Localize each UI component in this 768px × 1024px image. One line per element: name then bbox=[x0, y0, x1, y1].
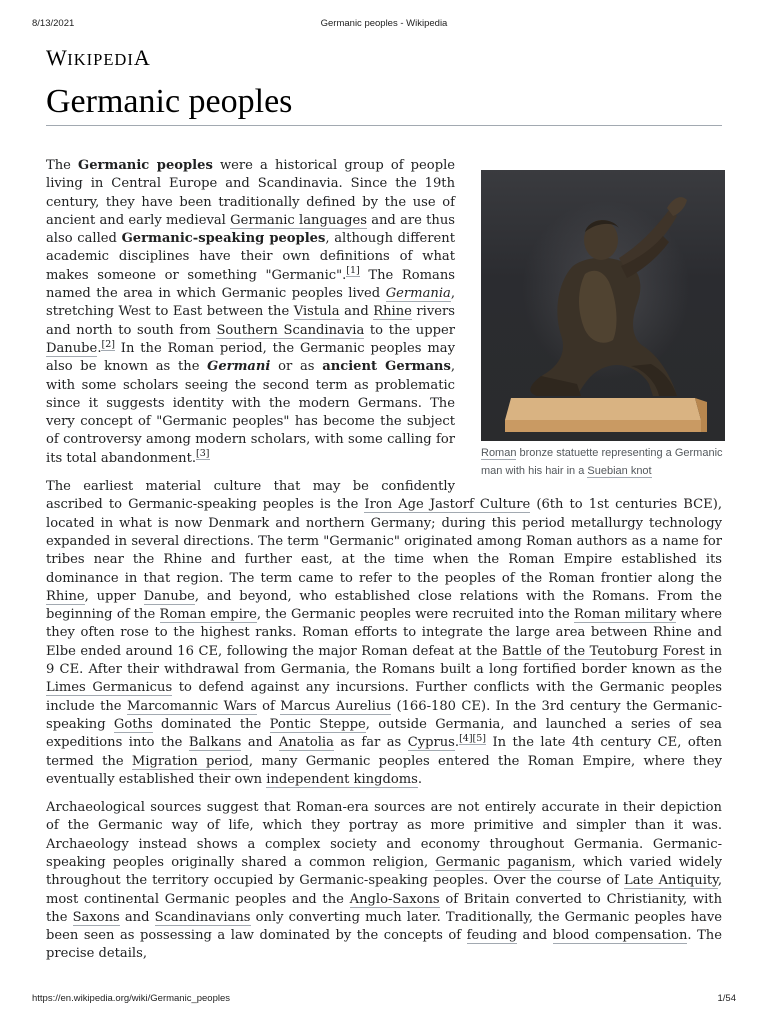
link-saxons[interactable]: Saxons bbox=[72, 909, 120, 925]
link-roman-military[interactable]: Roman military bbox=[573, 607, 677, 623]
p1-text: and bbox=[339, 304, 374, 320]
p2-text: as far as bbox=[333, 735, 408, 751]
p2-text: of bbox=[256, 698, 281, 714]
p2-text: , upper bbox=[84, 588, 144, 604]
p2-text: and bbox=[241, 735, 279, 751]
ref-4-link[interactable]: [4] bbox=[459, 732, 473, 744]
ref-2-link[interactable]: [2] bbox=[101, 338, 115, 350]
print-page-number: 1/54 bbox=[717, 993, 736, 1004]
print-url: https://en.wikipedia.org/wiki/Germanic_peoples bbox=[32, 993, 231, 1004]
link-cyprus[interactable]: Cyprus bbox=[407, 735, 455, 751]
link-germania[interactable] bbox=[386, 286, 451, 302]
p3-text: of Britain converted to Christianity, with the bbox=[46, 891, 723, 925]
p2-text: , many Germanic peoples entered the Roman Empire, where they eventually established their own bbox=[46, 753, 723, 787]
link-rhine[interactable]: Rhine bbox=[46, 588, 85, 604]
page-title: Germanic peoples bbox=[46, 83, 293, 120]
print-date: 8/13/2021 bbox=[32, 18, 75, 29]
ref-1-link[interactable]: [1] bbox=[346, 265, 360, 277]
p2-text: . bbox=[454, 735, 460, 751]
p2-text: (6th to 1st centuries BCE), located in what is now Denmark and northern Germany; during this period metallurgy technology expanded in several directions. The term "Germanic" originated among Roman authors as a name for tribes near the Rhine and further east, at the time when the Roman Empire established its dominance in that region. The term came to refer to the peoples of the Roman frontier along the bbox=[46, 497, 723, 586]
wordmark-last: A bbox=[133, 45, 151, 70]
link-germanic-languages[interactable]: Germanic languages bbox=[230, 212, 367, 228]
p2-text: in 9 CE. After their withdrawal from Germania, the Romans built a long fortified border known as the bbox=[46, 643, 723, 678]
p2-text: where they often rose to the highest ranks. Roman efforts to integrate the large area between Rhine and Elbe ended around 16 CE, following the major Roman defeat at the bbox=[46, 607, 722, 659]
link-late-antiquity[interactable]: Late Antiquity bbox=[624, 873, 718, 889]
p3-text: and bbox=[119, 909, 155, 925]
ref-3-link[interactable]: [3] bbox=[196, 448, 210, 460]
bold-italic-germani: Germani bbox=[207, 359, 271, 375]
link-scandinavians[interactable]: Scandinavians bbox=[154, 909, 251, 925]
link-danube[interactable]: Danube bbox=[46, 340, 98, 356]
link-independent-kingdoms[interactable]: independent kingdoms bbox=[266, 771, 418, 787]
link-rhine[interactable]: Rhine bbox=[373, 304, 412, 320]
p1-text: , although different academic disciplines have their own definitions of what makes someone or something "Germanic". bbox=[46, 231, 456, 283]
bold-germanic-peoples: Germanic peoples bbox=[78, 158, 213, 173]
ref-2[interactable] bbox=[101, 339, 114, 351]
p1-text: The bbox=[46, 158, 79, 173]
print-footer bbox=[32, 993, 736, 1007]
link-limes-germanicus[interactable]: Limes Germanicus bbox=[46, 680, 173, 696]
link-southern-scandinavia[interactable]: Southern Scandinavia bbox=[216, 322, 365, 338]
p1-text: to the upper bbox=[364, 322, 456, 338]
print-page-title: Germanic peoples - Wikipedia bbox=[320, 18, 448, 29]
bold-ancient-germans: ancient Germans bbox=[322, 359, 451, 375]
p2-text: to defend against any incursions. Further conflicts with the Germanic peoples include the bbox=[46, 680, 723, 714]
p2-text: dominated the bbox=[152, 716, 270, 732]
p3-text: . The precise details, bbox=[46, 928, 722, 962]
wikipedia-wordmark[interactable] bbox=[46, 45, 150, 71]
p2-text: , outside Germania, and launched a series of sea expeditions into the bbox=[46, 716, 722, 751]
link-goths[interactable]: Goths bbox=[113, 716, 153, 732]
p3-text: , which varied widely throughout the territory occupied by Germanic-speaking peoples. Over the course of bbox=[46, 854, 722, 889]
statuette-base-top bbox=[505, 398, 701, 420]
p1-text: The Romans named the area in which Germanic peoples lived bbox=[46, 267, 455, 302]
p2-text: In the late 4th century CE, often termed the bbox=[46, 735, 722, 769]
p1-text: In the Roman period, the Germanic peoples may also be known as the bbox=[46, 340, 455, 375]
statuette-base-front bbox=[505, 420, 701, 432]
statuette-illustration bbox=[481, 170, 725, 441]
link-marcus-aurelius[interactable]: Marcus Aurelius bbox=[280, 698, 392, 714]
p3-text: only converting much later. Traditionally, the Germanic peoples have been seen as possessing a law dominated by the concepts of bbox=[46, 909, 722, 944]
p1-text: , stretching West to East between the bbox=[46, 286, 455, 320]
italic-germania: Germania bbox=[385, 286, 451, 302]
statuette-image[interactable] bbox=[481, 170, 725, 441]
link-balkans[interactable]: Balkans bbox=[188, 735, 242, 751]
link-jastorf-culture[interactable]: Iron Age Jastorf Culture bbox=[364, 497, 531, 513]
ref-5[interactable] bbox=[473, 733, 486, 745]
p1-text: and are thus also called bbox=[46, 212, 455, 247]
paragraph-3 bbox=[46, 799, 722, 964]
p1-text: , with some scholars seeing the second term as problematic since it suggests identity with the modern Germans. The very concept of "Germanic peoples" has become the subject of controversy among modern scholars, with some calling for its total abandonment. bbox=[46, 359, 455, 466]
link-anglo-saxons[interactable]: Anglo-Saxons bbox=[349, 891, 440, 907]
paragraph-2 bbox=[46, 478, 722, 789]
p2-text: . bbox=[417, 771, 423, 787]
link-germanic-paganism[interactable]: Germanic paganism bbox=[435, 854, 572, 870]
ref-1[interactable] bbox=[346, 265, 359, 277]
link-pontic-steppe[interactable]: Pontic Steppe bbox=[269, 716, 366, 732]
link-migration-period[interactable]: Migration period bbox=[131, 753, 249, 769]
link-vistula[interactable]: Vistula bbox=[293, 304, 340, 320]
link-danube[interactable]: Danube bbox=[143, 588, 195, 604]
ref-5-link[interactable]: [5] bbox=[472, 732, 487, 744]
bold-germanic-speaking-peoples: Germanic-speaking peoples bbox=[121, 231, 326, 247]
figure-box bbox=[481, 170, 737, 480]
p2-text: , and beyond, who established close relations with the Romans. From the beginning of the bbox=[46, 588, 722, 623]
p2-text: (166-180 CE). In the 3rd century the Germanic-speaking bbox=[46, 698, 723, 732]
wordmark-first: W bbox=[46, 45, 68, 70]
p2-text: The earliest material culture that may be confidently ascribed to Germanic-speaking peoples is the bbox=[46, 479, 455, 513]
ref-3[interactable] bbox=[196, 448, 209, 460]
p3-text: and bbox=[517, 928, 553, 944]
title-divider bbox=[46, 125, 722, 126]
wordmark-rest: IKIPEDI bbox=[67, 50, 134, 69]
caption-text: bronze statuette representing a Germanic man with his hair in a bbox=[481, 447, 723, 477]
print-header bbox=[32, 18, 722, 32]
figure-caption bbox=[481, 445, 725, 480]
p1-text: rivers and north to south from bbox=[46, 304, 455, 338]
link-teutoburg-forest[interactable]: Battle of the Teutoburg Forest bbox=[502, 643, 705, 659]
caption-link-suebian-knot[interactable]: Suebian knot bbox=[587, 464, 652, 477]
link-blood-compensation[interactable]: blood compensation bbox=[552, 928, 688, 944]
link-roman-empire[interactable]: Roman empire bbox=[159, 607, 257, 623]
caption-link-roman[interactable]: Roman bbox=[481, 447, 517, 459]
p1-text: or as bbox=[270, 359, 323, 375]
ref-4[interactable] bbox=[459, 733, 472, 745]
link-anatolia[interactable]: Anatolia bbox=[278, 735, 334, 751]
link-feuding[interactable]: feuding bbox=[466, 928, 518, 944]
p3-text: Archaeological sources suggest that Roman-era sources are not entirely accurate in their depiction of the Germanic way of life, which they portray as more primitive and simpler than it was. Archaeology instead shows a complex society and economy throughout Germania. Germanic-speaking peoples originally shared a common religion, bbox=[46, 800, 722, 870]
p1-text: . bbox=[97, 340, 102, 356]
link-marcomannic-wars[interactable]: Marcomannic Wars bbox=[126, 698, 257, 714]
p1-text: were a historical group of people living in Central Europe and Scandinavia. Since the 19th century, they have been traditionally defined by the use of ancient and early medieval bbox=[46, 158, 456, 228]
p2-text: , the Germanic peoples were recruited into the bbox=[256, 607, 574, 623]
article-body bbox=[46, 157, 722, 974]
p3-text: , most continental Germanic peoples and the bbox=[46, 873, 723, 907]
